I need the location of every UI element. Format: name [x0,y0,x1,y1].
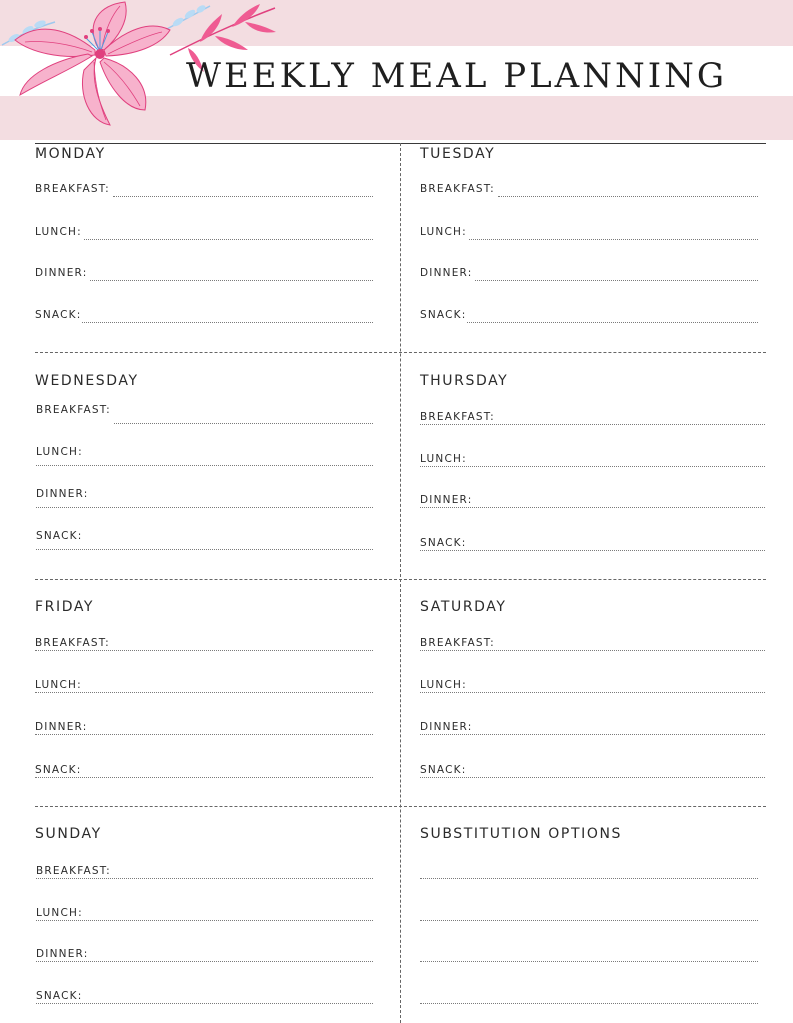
lunch-label: LUNCH: [36,446,83,458]
dinner-label: DINNER: [36,948,89,960]
snack-label: SNACK: [36,990,83,1002]
page-title: WEEKLY MEAL PLANNING [186,56,728,96]
day-title-tuesday: TUESDAY [420,146,496,162]
lunch-label: LUNCH: [420,679,467,691]
column-divider [400,143,401,1023]
dinner-label: DINNER: [35,721,88,733]
snack-line[interactable] [82,322,373,323]
breakfast-line[interactable] [35,650,373,651]
dinner-label: DINNER: [420,721,473,733]
day-title-thursday: THURSDAY [420,373,509,389]
day-title-wednesday: WEDNESDAY [35,373,139,389]
day-title-sunday: SUNDAY [35,826,102,842]
row-divider [35,806,766,807]
breakfast-label: BREAKFAST: [35,637,110,649]
lunch-line[interactable] [35,692,373,693]
lunch-line[interactable] [36,920,373,921]
substitution-line[interactable] [420,961,758,962]
dinner-line[interactable] [420,734,765,735]
dinner-line[interactable] [420,507,765,508]
lunch-line[interactable] [36,465,373,466]
breakfast-line[interactable] [420,650,765,651]
dinner-line[interactable] [475,280,758,281]
breakfast-line[interactable] [498,196,758,197]
snack-label: SNACK: [36,530,83,542]
breakfast-label: BREAKFAST: [420,411,495,423]
substitution-line[interactable] [420,920,758,921]
dinner-line[interactable] [36,961,373,962]
snack-line[interactable] [467,322,758,323]
snack-line[interactable] [36,1003,373,1004]
dinner-line[interactable] [36,507,373,508]
lunch-label: LUNCH: [420,453,467,465]
breakfast-label: BREAKFAST: [420,183,495,195]
day-title-monday: MONDAY [35,146,106,162]
breakfast-line[interactable] [36,878,373,879]
dinner-label: DINNER: [35,267,88,279]
breakfast-label: BREAKFAST: [36,404,111,416]
snack-label: SNACK: [420,309,467,321]
lunch-label: LUNCH: [35,226,82,238]
breakfast-label: BREAKFAST: [35,183,110,195]
snack-label: SNACK: [35,764,82,776]
dinner-label: DINNER: [36,488,89,500]
substitution-line[interactable] [420,878,758,879]
substitution-line[interactable] [420,1003,758,1004]
breakfast-line[interactable] [113,196,373,197]
breakfast-line[interactable] [420,424,765,425]
dinner-line[interactable] [90,280,373,281]
breakfast-line[interactable] [114,423,373,424]
snack-line[interactable] [36,549,373,550]
lunch-line[interactable] [84,239,373,240]
lunch-line[interactable] [420,466,765,467]
row-divider [35,352,766,353]
day-title-friday: FRIDAY [35,599,95,615]
snack-line[interactable] [420,550,765,551]
breakfast-label: BREAKFAST: [36,865,111,877]
substitution-title: SUBSTITUTION OPTIONS [420,826,623,842]
snack-line[interactable] [420,777,765,778]
day-title-saturday: SATURDAY [420,599,507,615]
lunch-label: LUNCH: [35,679,82,691]
snack-line[interactable] [35,777,373,778]
dinner-label: DINNER: [420,494,473,506]
dinner-line[interactable] [35,734,373,735]
breakfast-label: BREAKFAST: [420,637,495,649]
lunch-label: LUNCH: [420,226,467,238]
dinner-label: DINNER: [420,267,473,279]
snack-label: SNACK: [35,309,82,321]
lunch-line[interactable] [420,692,765,693]
snack-label: SNACK: [420,537,467,549]
lunch-label: LUNCH: [36,907,83,919]
snack-label: SNACK: [420,764,467,776]
row-divider [35,579,766,580]
lunch-line[interactable] [469,239,758,240]
